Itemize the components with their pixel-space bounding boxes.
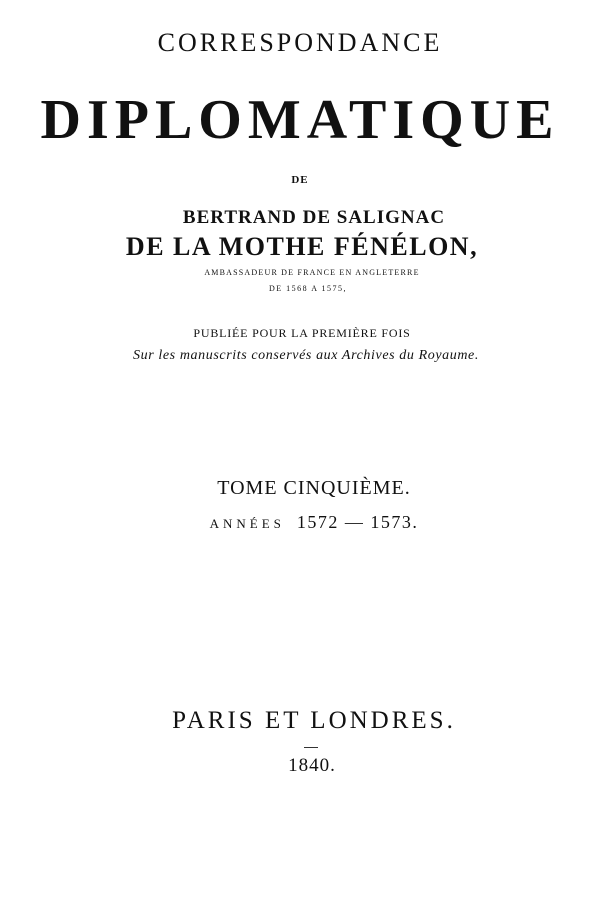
imprint-divider <box>304 747 318 748</box>
heading-diplomatique: DIPLOMATIQUE <box>40 89 560 151</box>
heading-de: DE <box>291 174 309 186</box>
heading-correspondance: CORRESPONDANCE <box>157 28 443 57</box>
volume-years <box>14 512 600 533</box>
publication-note: PUBLIÉE POUR LA PREMIÈRE FOIS <box>193 326 411 340</box>
author-name-line-2: DE LA MOTHE FÉNÉLON, <box>125 232 479 261</box>
volume-title: TOME CINQUIÈME. <box>217 477 411 499</box>
author-name-line-1: BERTRAND DE SALIGNAC <box>182 207 446 228</box>
imprint-location: PARIS ET LONDRES. <box>172 707 456 734</box>
volume-years-label: ANNÉES <box>209 516 285 531</box>
imprint-year: 1840. <box>288 755 336 776</box>
author-years: DE 1568 A 1575, <box>268 284 348 293</box>
volume-years-range: 1572 — 1573. <box>296 512 419 532</box>
author-role: AMBASSADEUR DE FRANCE EN ANGLETERRE <box>204 268 420 277</box>
source-note: Sur les manuscrits conservés aux Archives du Royaume. <box>133 348 479 363</box>
